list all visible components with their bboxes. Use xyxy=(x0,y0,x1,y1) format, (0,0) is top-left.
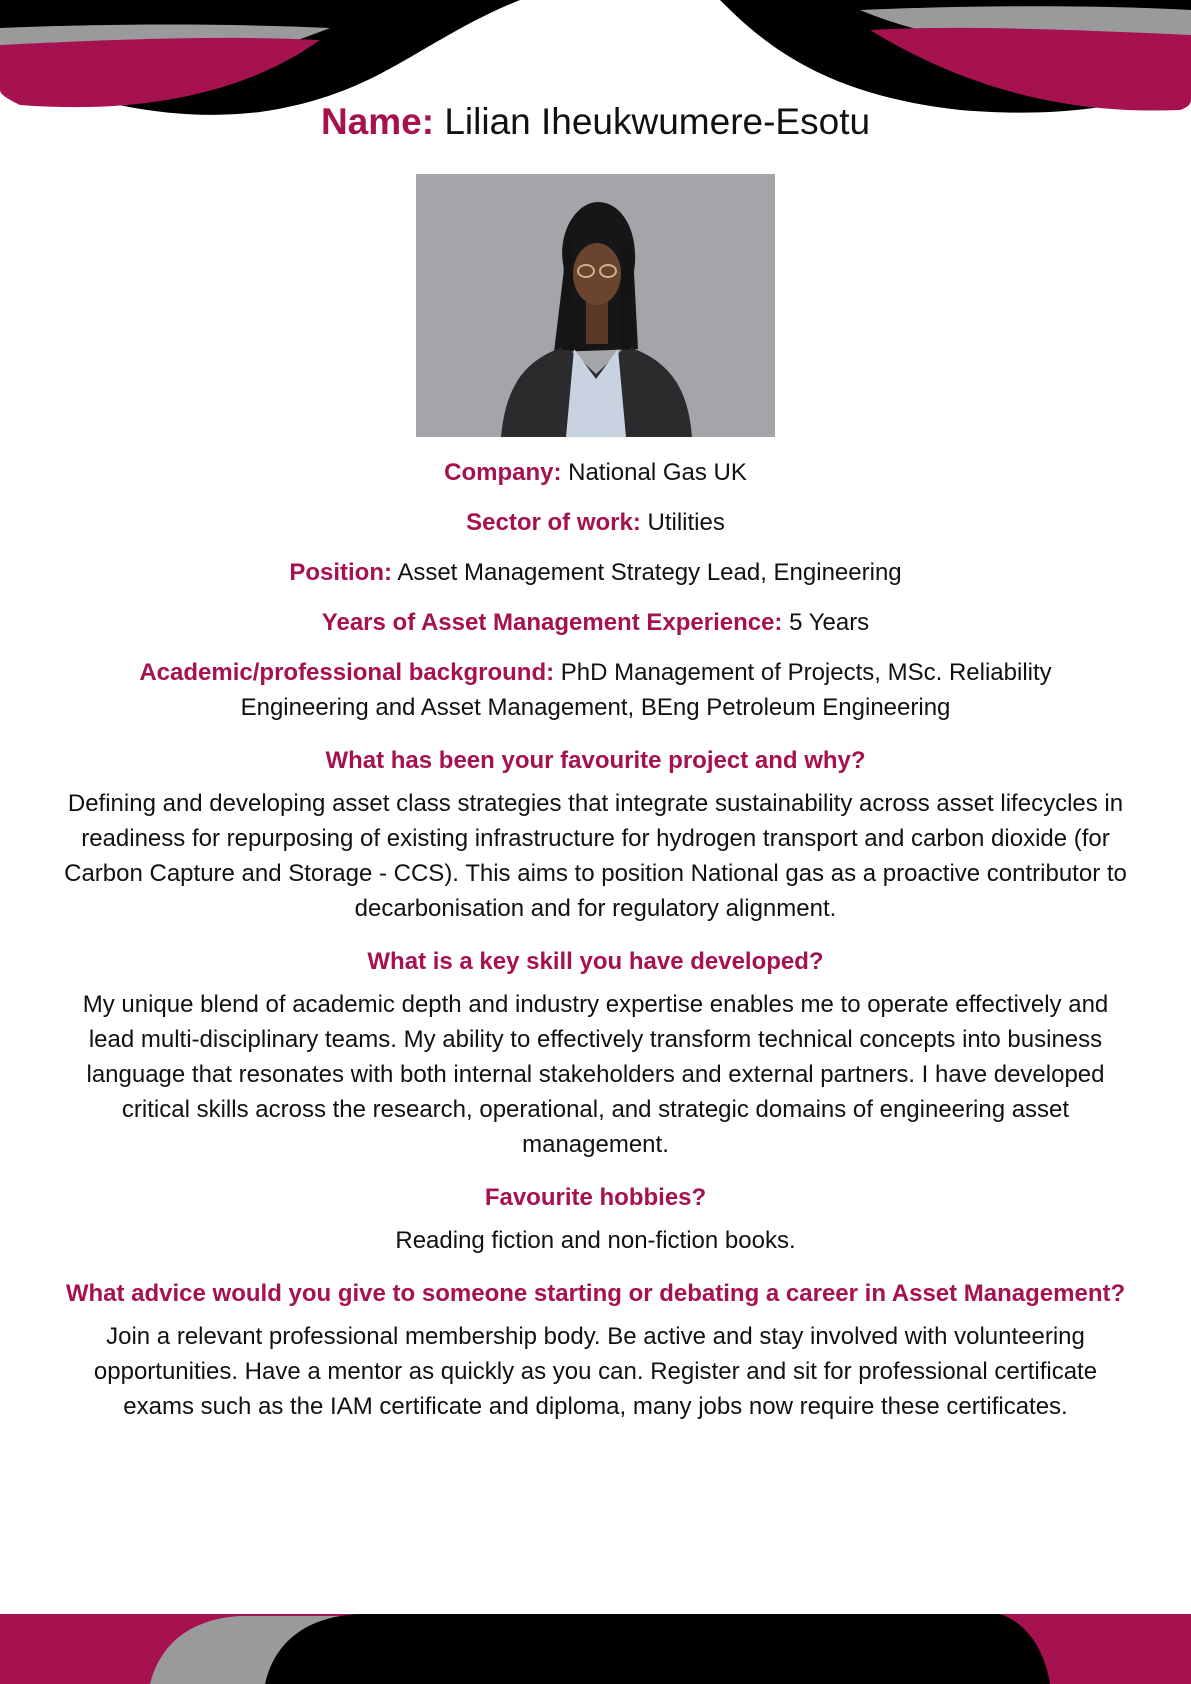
company-value: National Gas UK xyxy=(568,459,747,486)
question-key-skill: What is a key skill you have developed? xyxy=(367,948,824,975)
experience-value: 5 Years xyxy=(789,609,870,636)
company-label: Company: xyxy=(444,459,562,486)
background-field xyxy=(60,655,1131,725)
question-advice: What advice would you give to someone starting or debating a career in Asset Management? xyxy=(65,1280,1126,1307)
position-field xyxy=(60,555,1131,590)
question-favourite-project: What has been your favourite project and why? xyxy=(325,747,866,774)
position-value: Asset Management Strategy Lead, Engineering xyxy=(397,559,902,586)
experience-label: Years of Asset Management Experience: xyxy=(321,609,783,636)
name-heading xyxy=(0,98,1191,146)
bottom-decorative-banner xyxy=(0,1614,1191,1684)
sector-field xyxy=(60,505,1131,540)
portrait-illustration xyxy=(416,174,775,437)
answer-advice: Join a relevant professional membership body. Be active and stay involved with volunteering opportunities. Have a mentor as quickly as you can. Register and sit for professional certificate exams such as the IAM certificate and diploma, many jobs now require these certificates. xyxy=(93,1323,1098,1420)
experience-field xyxy=(60,605,1131,640)
profile-photo xyxy=(416,174,775,437)
answer-hobbies: Reading fiction and non-fiction books. xyxy=(395,1227,796,1254)
background-value: PhD Management of Projects, MSc. Reliability Engineering and Asset Management, BEng Petroleum Engineering xyxy=(240,659,1052,721)
background-label: Academic/professional background: xyxy=(139,659,555,686)
company-field xyxy=(60,455,1131,490)
answer-key-skill: My unique blend of academic depth and industry expertise enables me to operate effectively and lead multi-disciplinary teams. My ability to effectively transform technical concepts into business language that resonates with both internal stakeholders and external partners. I have developed critical skills across the research, operational, and strategic domains of engineering asset management. xyxy=(82,991,1109,1158)
sector-label: Sector of work: xyxy=(466,509,641,536)
name-label: Name: xyxy=(320,101,435,142)
sector-value: Utilities xyxy=(647,509,725,536)
name-value: Lilian Iheukwumere-Esotu xyxy=(444,101,871,142)
profile-content xyxy=(60,455,1131,1424)
position-label: Position: xyxy=(289,559,392,586)
answer-favourite-project: Defining and developing asset class strategies that integrate sustainability across asset lifecycles in readiness for repurposing of existing infrastructure for hydrogen transport and carbon dioxide (for Carbon Capture and Storage - CCS). This aims to position National gas as a proactive contributor to decarbonisation and for regulatory alignment. xyxy=(64,790,1127,922)
question-hobbies: Favourite hobbies? xyxy=(484,1184,707,1211)
